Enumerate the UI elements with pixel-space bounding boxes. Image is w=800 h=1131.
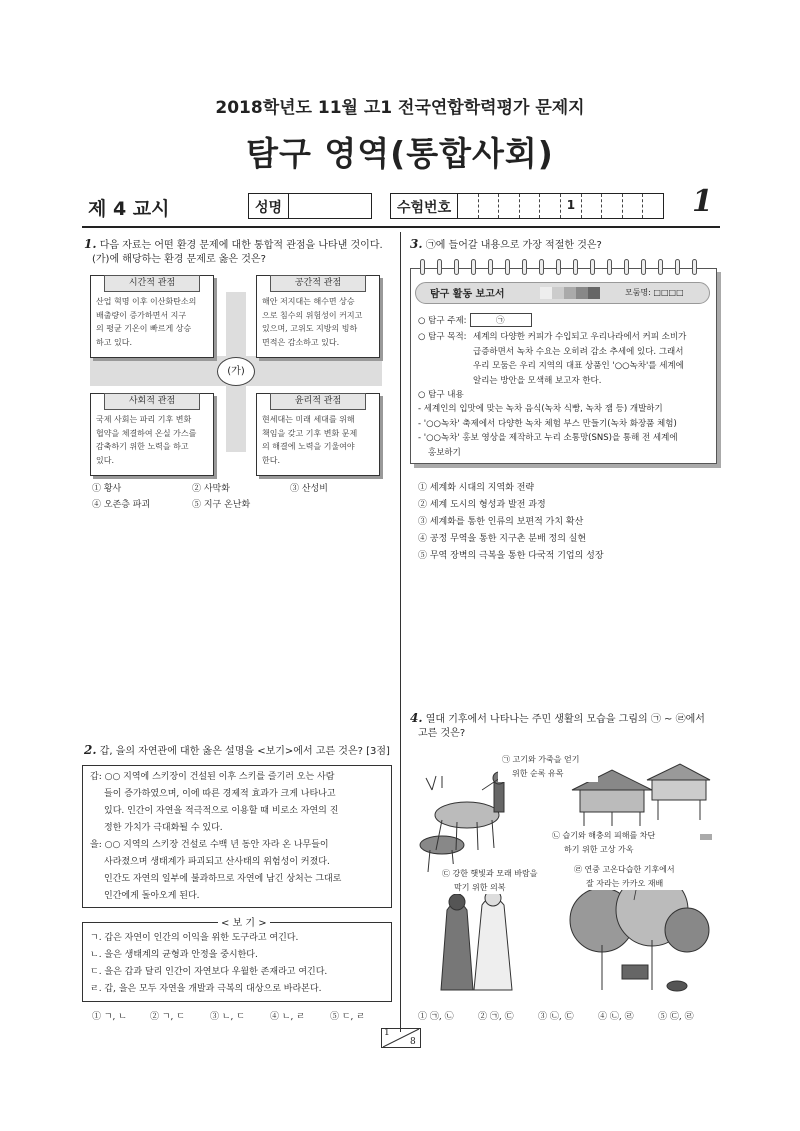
q2-choice-1[interactable]: ① ㄱ, ㄴ <box>92 1012 127 1022</box>
question-4-stem: 4. 열대 기후에서 나타나는 주민 생활의 모습을 그림의 ㉠ ~ ㉣에서 <box>410 711 705 725</box>
header-stripe <box>588 287 600 299</box>
question-2-stem: 2. 갑, 을의 자연관에 대한 옳은 설명을 <보기>에서 고른 것은? [3점] <box>84 743 390 757</box>
q1-choice-4[interactable]: ④ 오존층 파괴 <box>92 500 151 510</box>
binder-ring <box>692 259 697 275</box>
binder-ring <box>522 259 527 275</box>
exam-number-field[interactable] <box>390 193 664 219</box>
question-3-number: 3. <box>410 237 423 251</box>
desert-clothing-scene <box>441 890 512 990</box>
content-text: - 세계인의 입맛에 맞는 녹차 음식(녹차 식빵, 녹차 잼 등) 개발하기 - '○○녹차' 축제에서 다양한 녹차 체험 부스 만들기(녹차 화장품 체험) - '○○녹차' 홍보 영상을 제작하고 누리 소통망(SNS)을 통해 전 세계에 홍보하기 <box>418 404 678 458</box>
topic-label: ○ 탐구 주제: <box>418 316 467 326</box>
binder-ring <box>658 259 663 275</box>
page-current: 1 <box>384 1028 390 1038</box>
q3-choice-4[interactable]: ④ 공정 무역을 통한 지구촌 분배 정의 실현 <box>418 534 587 544</box>
q3-choice-3[interactable]: ③ 세계화를 통한 인류의 보편적 가치 확산 <box>418 517 584 527</box>
report-title: 탐구 활동 보고서 <box>430 289 505 300</box>
name-field[interactable] <box>248 193 372 219</box>
exam-subtitle: 2018학년도 11월 고1 전국연합학력평가 문제지 <box>215 98 585 118</box>
binder-ring <box>624 259 629 275</box>
exam-number-digit: 1 <box>560 194 581 218</box>
q3-choice-2[interactable]: ② 세계 도시의 형성과 발전 과정 <box>418 500 546 510</box>
header-stripe <box>552 287 564 299</box>
q2-choice-4[interactable]: ④ ㄴ, ㄹ <box>270 1012 305 1022</box>
q3-choices <box>418 480 604 565</box>
page-total: 8 <box>410 1037 416 1047</box>
q3-choice-1[interactable]: ① 세계화 시대의 지역화 전략 <box>418 483 535 493</box>
binder-ring <box>556 259 561 275</box>
q4-choice-1[interactable]: ① ㉠, ㉡ <box>418 1012 454 1022</box>
question-3-stem: 3. ㉠에 들어갈 내용으로 가장 적절한 것은? <box>410 237 602 251</box>
society-perspective-box: 사회적 관점 국제 사회는 파리 기후 변화 협약을 체결하여 온실 가스를 감축하기 위한 노력을 하고 있다. <box>90 393 214 476</box>
binder-ring <box>437 259 442 275</box>
society-perspective-title: 사회적 관점 <box>104 393 200 410</box>
header-stripe <box>564 287 576 299</box>
question-4-number: 4. <box>410 711 423 725</box>
binder-ring <box>471 259 476 275</box>
label-b-line1: ㉡ 습기와 해충의 피해를 차단 <box>552 831 656 840</box>
cacao-scene <box>570 874 709 991</box>
question-1-stem: 1. 다음 자료는 어떤 환경 문제에 대한 통합적 관점을 나타낸 것이다. <box>84 237 383 251</box>
time-perspective-title: 시간적 관점 <box>104 275 200 292</box>
question-1-number: 1. <box>84 237 97 251</box>
q4-choice-5[interactable]: ⑤ ㉢, ㉣ <box>658 1012 694 1022</box>
binder-ring <box>539 259 544 275</box>
header-divider <box>82 226 720 228</box>
climate-life-illustration <box>412 750 712 1004</box>
ethics-perspective-title: 윤리적 관점 <box>270 393 366 410</box>
label-d-line1: ㉣ 연중 고온다습한 기후에서 <box>574 865 675 874</box>
topic-blank-marker: ㉠ <box>496 316 505 326</box>
reindeer-scene <box>420 772 505 872</box>
binder-ring <box>607 259 612 275</box>
space-perspective-box: 공간적 관점 해안 저지대는 해수면 상승 으로 침수의 위험성이 커지고 있으며, 고위도 지방의 빙하 면적은 감소하고 있다. <box>256 275 380 358</box>
binder-ring <box>454 259 459 275</box>
header-stripe <box>576 287 588 299</box>
question-1-stem-line2: (가)에 해당하는 환경 문제로 옳은 것은? <box>92 254 266 265</box>
q2-passage: 갑: ○○ 지역에 스키장이 건설된 이후 스키를 즐기러 오는 사람 들이 증가하였으며, 이에 따른 경제적 효과가 크게 나타나고 있다. 인간이 자연을 적극적으로 이용할 때 비로소 자연의 진 정한 가치가 극대화될 수 있다. 을: ○○ 지역의 스키장 건설로 수백 년 동안 자라 온 나무들이 사라졌으며 생태계가 파괴되고 산사태의 위험성이 커졌다. 인간도 자연의 일부에 불과하므로 자연에 남긴 상처는 그대로 인간에게 돌아오게 된다. <box>90 772 342 901</box>
content-label: ○ 탐구 내용 <box>418 390 464 400</box>
label-a-line2: 위한 순록 유목 <box>512 769 564 778</box>
period-label: 제 4 교시 <box>88 198 170 220</box>
question-4-stem-line2: 고른 것은? <box>418 728 466 739</box>
q4-choice-4[interactable]: ④ ㉡, ㉣ <box>598 1012 634 1022</box>
binder-ring <box>573 259 578 275</box>
label-c-line2: 막기 위한 의복 <box>454 883 506 892</box>
exam-number-label: 수험번호 <box>391 194 458 218</box>
q3-choice-5[interactable]: ⑤ 무역 장벽의 극복을 통한 다국적 기업의 성장 <box>418 551 604 561</box>
space-perspective-title: 공간적 관점 <box>270 275 366 292</box>
binder-ring <box>590 259 595 275</box>
binder-ring <box>505 259 510 275</box>
q2-choice-5[interactable]: ⑤ ㄷ, ㄹ <box>330 1012 365 1022</box>
label-d-line2: 잘 자라는 카카오 재배 <box>586 879 664 888</box>
column-divider <box>400 232 401 1032</box>
ethics-perspective-box: 윤리적 관점 현세대는 미래 세대를 위해 책임을 갖고 기후 변화 문제 의 해결에 노력을 기울여야 한다. <box>256 393 380 476</box>
q1-choice-5[interactable]: ⑤ 지구 온난화 <box>192 500 251 510</box>
center-ga-circle: (가) <box>217 357 255 386</box>
binder-ring <box>675 259 680 275</box>
purpose-text: 세계의 다양한 커피가 수입되고 우리나라에서 커피 소비가 급증하면서 녹차 수요는 오히려 감소 추세에 있다. 그래서 우리 모둠은 우리 지역의 대표 상품인 '○○녹차'를 세계에 알리는 방안을 모색해 보고자 한다. <box>473 332 687 386</box>
label-b-line2: 하기 위한 고상 가옥 <box>564 845 634 854</box>
name-label: 성명 <box>249 194 289 218</box>
bogi-list: ㄱ. 갑은 자연이 인간의 이익을 위한 도구라고 여긴다. ㄴ. 을은 생태계의 균형과 안정을 중시한다. ㄷ. 을은 갑과 달리 인간이 자연보다 우월한 존재라고 여긴다. ㄹ. 갑, 을은 모두 자연을 개발과 극복의 대상으로 바라본다. <box>90 933 328 994</box>
label-a-line1: ㉠ 고기와 가죽을 얻기 <box>502 755 580 764</box>
q1-choice-2[interactable]: ② 사막화 <box>192 484 230 494</box>
q4-choice-3[interactable]: ③ ㉡, ㉢ <box>538 1012 574 1022</box>
purpose-label: ○ 탐구 목적: <box>418 332 467 342</box>
q4-choice-2[interactable]: ② ㉠, ㉢ <box>478 1012 514 1022</box>
page-number: 1 <box>692 184 713 219</box>
exam-title: 탐구 영역(통합사회) <box>246 134 554 173</box>
binder-ring <box>488 259 493 275</box>
q1-choice-1[interactable]: ① 황사 <box>92 484 122 494</box>
label-c-line1: ㉢ 강한 햇빛과 모래 바람을 <box>442 869 538 878</box>
bogi-label: < 보 기 > <box>218 914 270 929</box>
binder-ring <box>641 259 646 275</box>
binder-ring <box>420 259 425 275</box>
time-perspective-box: 시간적 관점 산업 혁명 이후 이산화탄소의 배출량이 증가하면서 지구 의 평균 기온이 빠르게 상승 하고 있다. <box>90 275 214 358</box>
q2-choice-3[interactable]: ③ ㄴ, ㄷ <box>210 1012 245 1022</box>
group-name-label: 모둠명: □□□□ <box>625 288 684 297</box>
q1-choice-3[interactable]: ③ 산성비 <box>290 484 328 494</box>
q2-choice-2[interactable]: ② ㄱ, ㄷ <box>150 1012 185 1022</box>
header-stripe <box>540 287 552 299</box>
question-2-number: 2. <box>84 743 97 757</box>
